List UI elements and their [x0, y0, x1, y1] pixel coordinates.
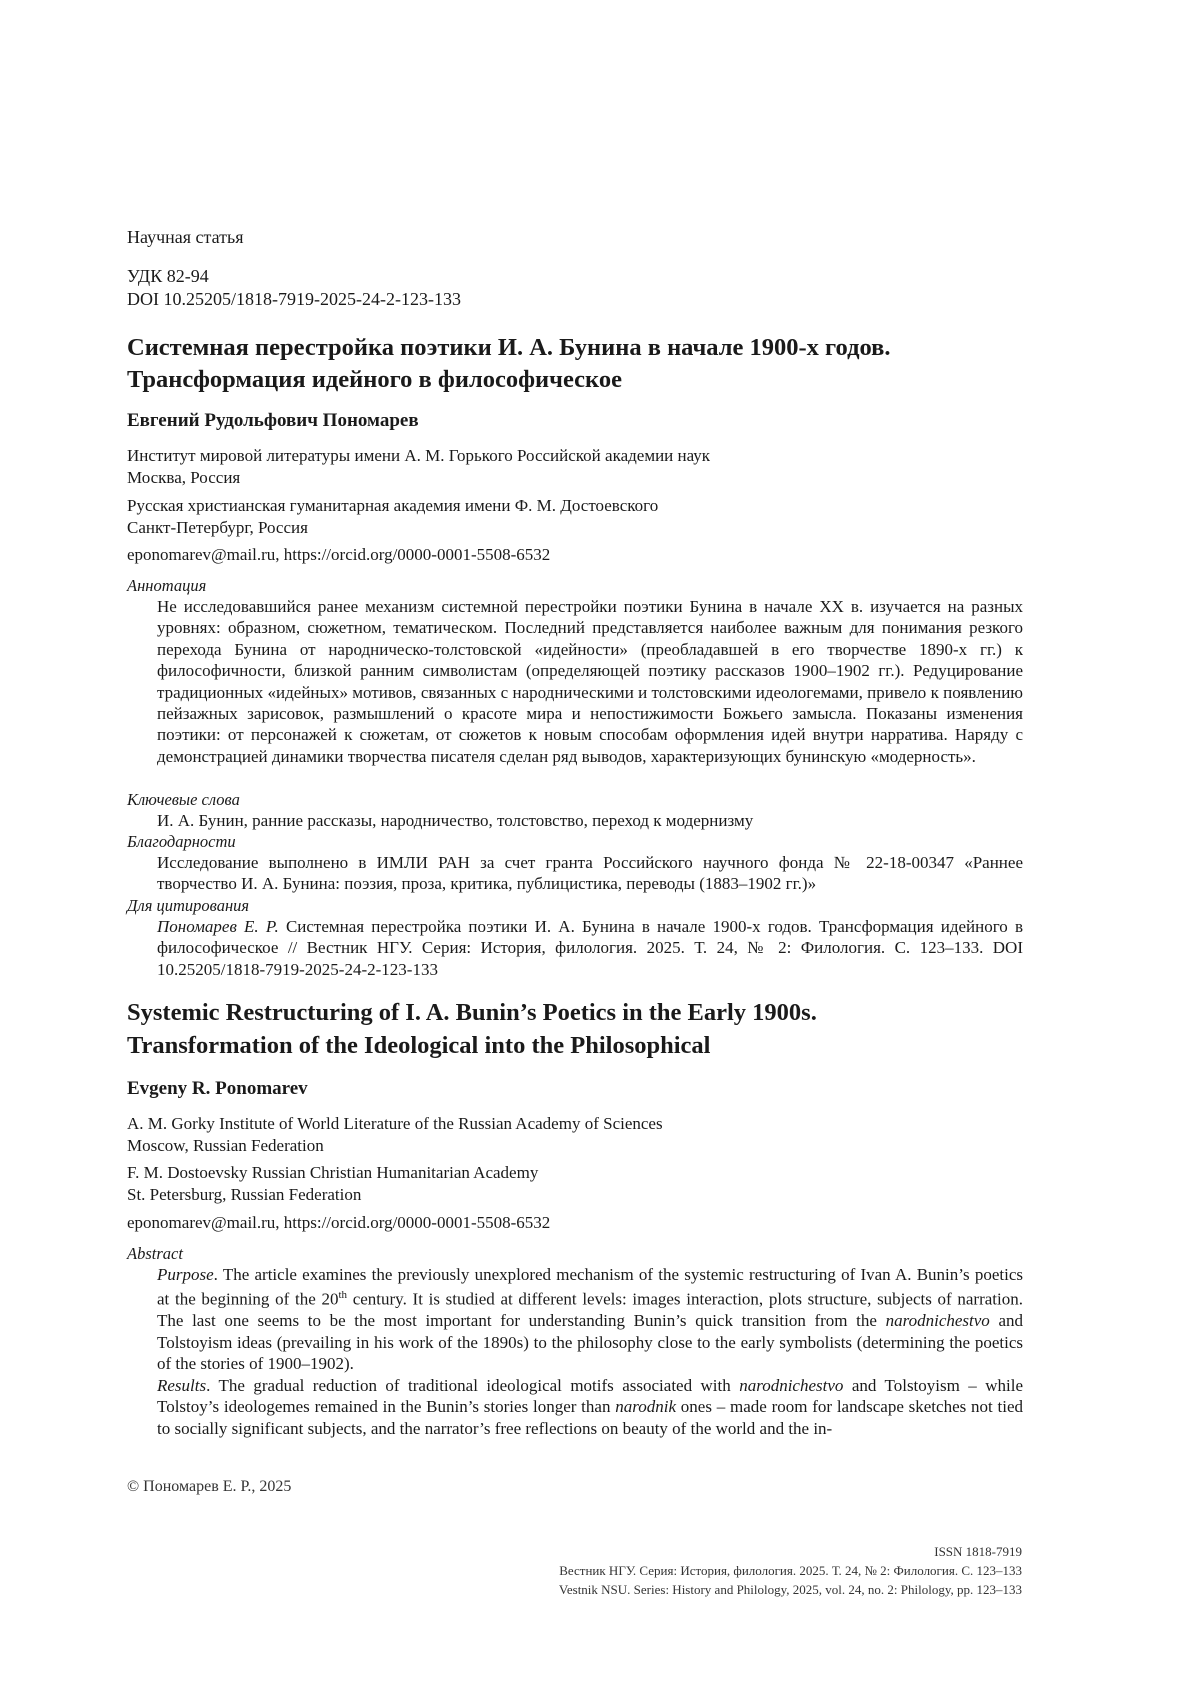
affiliation-1-city-en: Moscow, Russian Federation — [127, 1135, 324, 1157]
abstract-en-purpose — [157, 1264, 1023, 1375]
title-ru-line1: Системная перестройка поэтики И. А. Бунина в начале 1900-х годов. — [127, 332, 1027, 364]
results-term-2: narodnik — [615, 1397, 676, 1416]
citation-author: Пономарев Е. Р. — [157, 917, 279, 936]
footer-citation-ru: Вестник НГУ. Серия: История, филология. 2025. Т. 24, № 2: Филология. С. 123–133 — [559, 1561, 1022, 1580]
contact-ru: eponomarev@mail.ru, https://orcid.org/0000-0001-5508-6532 — [127, 544, 550, 566]
purpose-text-b: century. It is studied at different levels: images interaction, plots structure, subjects of narration. The last one seems to be the most important for understanding Bunin’s quick transition from the — [157, 1290, 1023, 1330]
abstract-ru-text: Не исследовавшийся ранее механизм системной перестройки поэтики Бунина в начале XX в. изучается на разных уровнях: образном, сюжетном, тематическом. Последний представляется наиболее важным для понимания резкого перехода Бунина от народническо-толстовской «идейности» (преобладавшей в его творчестве 1890-х гг.) к философичности, близкой ранним символистам (определяющей поэтику рассказов 1900–1902 гг.). Редуцирование традиционных «идейных» мотивов, связанных с народническими и толстовскими идеологемами, привело к появлению пейзажных зарисовок, размышлений о красоте мира и непостижимости Божьего замысла. Показаны изменения поэтики: от персонажей к сюжетам, от сюжетов к новым способам оформления идей внутри нарратива. Наряду с демонстрацией динамики творчества писателя сделан ряд выводов, характеризующих бунинскую «модерность». — [157, 596, 1023, 767]
copyright: © Пономарев Е. Р., 2025 — [127, 1477, 291, 1497]
results-text-a: . The gradual reduction of traditional ideological motifs associated with — [206, 1376, 739, 1395]
affiliation-1-org-en: A. M. Gorky Institute of World Literature of the Russian Academy of Sciences — [127, 1113, 663, 1135]
ack-label-ru: Благодарности — [127, 831, 236, 852]
title-ru-line2: Трансформация идейного в философическое — [127, 364, 1027, 396]
citation-text: Системная перестройка поэтики И. А. Бунина в начале 1900-х годов. Трансформация идейного в философическое // Вестник НГУ. Серия: История, филология. 2025. Т. 24, № 2: Филология. С. 123–133. DOI 10.25205/1818-7919-2025-24-2-123-133 — [157, 917, 1023, 979]
affiliation-1-org-ru: Институт мировой литературы имени А. М. Горького Российской академии наук — [127, 445, 710, 467]
issn: ISSN 1818-7919 — [559, 1542, 1022, 1561]
purpose-sup: th — [338, 1289, 347, 1301]
article-type: Научная статья — [127, 226, 243, 249]
purpose-term: narodnichestvo — [886, 1311, 990, 1330]
journal-footer — [559, 1542, 1022, 1599]
footer-citation-en: Vestnik NSU. Series: History and Philology, 2025, vol. 24, no. 2: Philology, pp. 123–133 — [559, 1580, 1022, 1599]
keywords-label-ru: Ключевые слова — [127, 789, 240, 810]
title-en-line2: Transformation of the Ideological into the Philosophical — [127, 1030, 1027, 1062]
purpose-text-c: and Tolstoyism ideas (prevailing in his work of the 1890s) to the philosophy close to the early symbolists (determining the poetics of the stories of 1900–1902). — [157, 1311, 1023, 1373]
citation-label-ru: Для цитирования — [127, 895, 249, 916]
keywords-ru: И. А. Бунин, ранние рассказы, народничество, толстовство, переход к модернизму — [157, 810, 1023, 831]
title-en-line1: Systemic Restructuring of I. A. Bunin’s Poetics in the Early 1900s. — [127, 997, 1027, 1029]
doi: DOI 10.25205/1818-7919-2025-24-2-123-133 — [127, 288, 461, 311]
abstract-label-ru: Аннотация — [127, 575, 206, 596]
citation-ru — [157, 916, 1023, 980]
affiliation-2-org-ru: Русская христианская гуманитарная академия имени Ф. М. Достоевского — [127, 495, 658, 517]
abstract-en — [157, 1264, 1023, 1439]
udk: УДК 82-94 — [127, 265, 209, 288]
author-en: Evgeny R. Ponomarev — [127, 1077, 308, 1101]
purpose-text-a: . The article examines the previously unexplored mechanism of the systemic restructuring of Ivan A. Bunin’s poetics at the beginning of the 20 — [157, 1265, 1023, 1309]
results-text-c: ones – made room for landscape sketches not tied to socially significant subjects, and the narrator’s free reflections on beauty of the world and the in- — [157, 1397, 1023, 1437]
affiliation-2-city-en: St. Petersburg, Russian Federation — [127, 1184, 361, 1206]
acknowledgements-ru: Исследование выполнено в ИМЛИ РАН за счет гранта Российского научного фонда № 22-18-00347 «Раннее творчество И. А. Бунина: поэзия, проза, критика, публицистика, переводы (1883–1902 гг.)» — [157, 852, 1023, 895]
author-ru: Евгений Рудольфович Пономарев — [127, 409, 419, 433]
abstract-label-en: Abstract — [127, 1243, 183, 1264]
purpose-label: Purpose — [157, 1265, 214, 1284]
abstract-ru — [157, 596, 1023, 767]
contact-en: eponomarev@mail.ru, https://orcid.org/0000-0001-5508-6532 — [127, 1212, 550, 1234]
results-label: Results — [157, 1376, 206, 1395]
results-term-1: narodnichestvo — [739, 1376, 843, 1395]
affiliation-2-org-en: F. M. Dostoevsky Russian Christian Humanitarian Academy — [127, 1162, 538, 1184]
abstract-en-results — [157, 1375, 1023, 1439]
affiliation-1-city-ru: Москва, Россия — [127, 467, 240, 489]
results-text-b: and Tolstoyism – while Tolstoy’s ideologemes remained in the Bunin’s stories longer than — [157, 1376, 1023, 1416]
affiliation-2-city-ru: Санкт-Петербург, Россия — [127, 517, 308, 539]
